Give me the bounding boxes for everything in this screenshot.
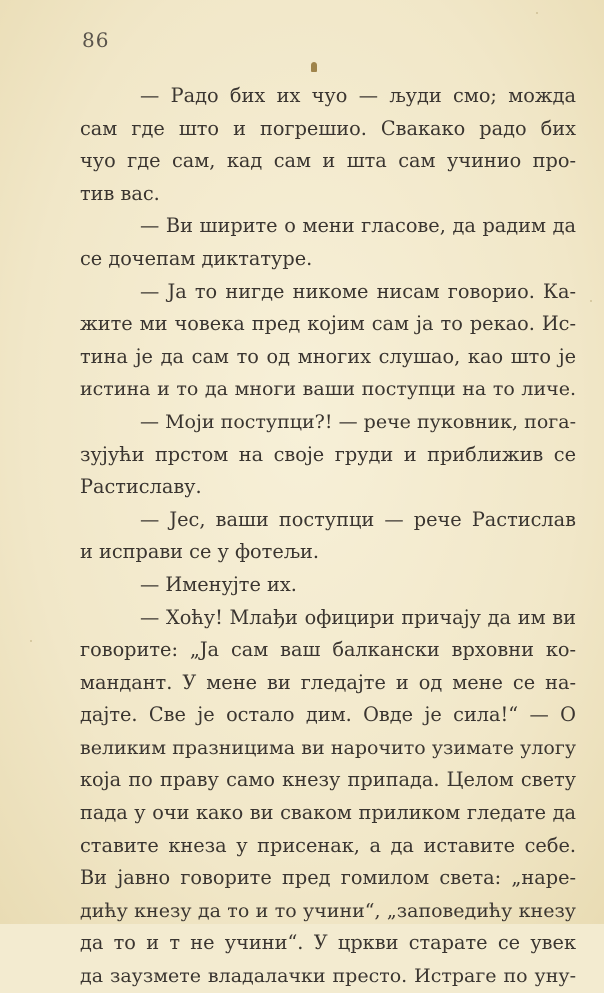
text-line: — Моји поступци?! — рече пуковник, пога- <box>140 410 576 433</box>
paper-speck <box>30 640 32 642</box>
text-line: дајте. Све је остало дим. Овде је сила!“ — О <box>80 703 576 727</box>
text-line: жите ми човека пред којим сам ја то рекао. Ис- <box>80 312 576 336</box>
text-line: пада у очи како ви сваком приликом гледате да <box>80 801 576 825</box>
text-line: Ви јавно говорите пред гомилом света: „наре- <box>80 866 576 890</box>
text-line: истина и то да многи ваши поступци на то личе. <box>80 378 576 401</box>
text-line: која по праву само кнезу припада. Целом свету <box>80 768 576 792</box>
text-line: мандант. У мене ви гледајте и од мене се на- <box>80 670 576 694</box>
text-line: великим празницима ви нарочито узимате улогу <box>80 736 576 759</box>
text-line: тина је да сам то од многих слушао, као што је <box>80 344 576 368</box>
paper-speck <box>590 300 592 302</box>
text-line: да заузмете владалачки престо. Истраге по уну- <box>80 965 576 988</box>
ink-mark <box>311 62 317 72</box>
text-line: — Ја то нигде никоме нисам говорио. Ка- <box>140 279 576 303</box>
text-line: — Хоћу! Млађи официри причају да им ви <box>140 605 576 629</box>
text-line: се дочепам диктатуре. <box>80 246 313 270</box>
paper-speck <box>536 12 538 14</box>
body-text <box>80 80 576 993</box>
text-line: — Именујте их. <box>140 572 297 596</box>
page-number: 86 <box>82 28 110 52</box>
text-line: сам где што и погрешио. Свакако радо бих <box>80 116 576 140</box>
text-line: тив вас. <box>80 181 160 205</box>
text-line: чуо где сам, кад сам и шта сам учинио про- <box>80 149 576 173</box>
text-line: ставите кнеза у присенак, а да иставите себе. <box>80 833 576 857</box>
text-line: зујући прстом на своје груди и приближив се <box>80 442 576 466</box>
text-line: Растиславу. <box>80 475 202 499</box>
text-line: да то и т не учини“. У цркви старате се увек <box>80 931 576 955</box>
text-line: говорите: „Ја сам ваш балкански врховни ко- <box>80 638 576 662</box>
text-line: — Ви ширите о мени гласове, да радим да <box>140 214 576 238</box>
text-line: — Јес, ваши поступци — рече Растислав <box>140 507 576 531</box>
text-line: дићу кнезу да то и то учини“, „заповедићу кнезу <box>80 899 576 922</box>
text-line: — Радо бих их чуо — људи смо; можда <box>140 84 576 107</box>
text-line: и исправи се у фотељи. <box>80 540 319 564</box>
